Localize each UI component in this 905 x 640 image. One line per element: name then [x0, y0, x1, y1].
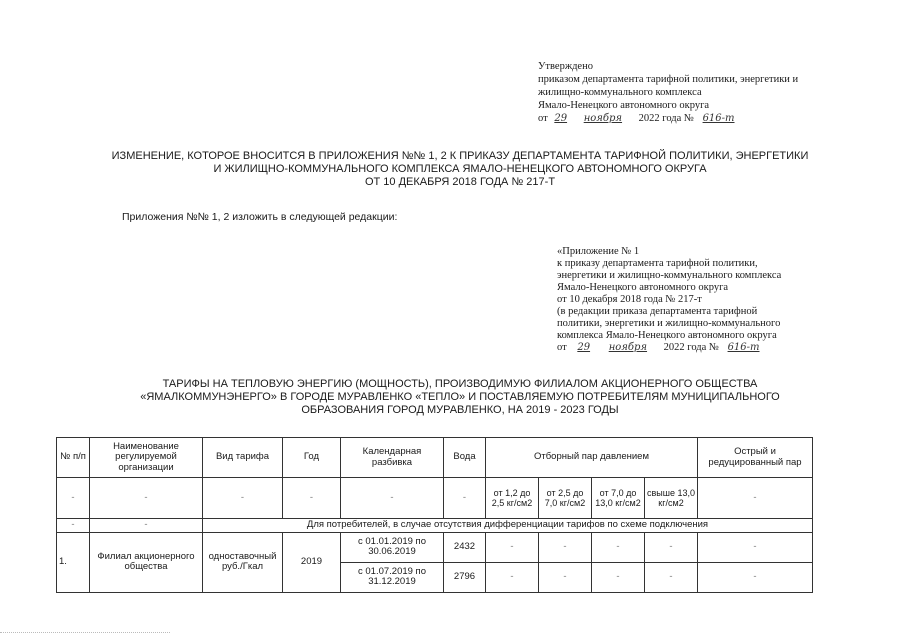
row-period-1: с 01.01.2019 по 30.06.2019 [341, 532, 444, 562]
approval-date [538, 112, 888, 125]
dash-cell: - [486, 532, 539, 562]
change-title [30, 150, 890, 189]
dash-cell: - [444, 478, 486, 519]
dash-cell: - [486, 562, 539, 592]
steam-pressure-4: свыше 13,0 кг/см2 [645, 478, 698, 519]
approval-date-year: 2022 года № [638, 113, 694, 124]
table-note-row [57, 519, 813, 533]
header-org: Наименование регулируемой организации [90, 438, 203, 478]
table-row [57, 532, 813, 562]
row-tariff-type: одноставочный руб./Гкал [203, 532, 283, 592]
steam-pressure-1: от 1,2 до 2,5 кг/см2 [486, 478, 539, 519]
table-header-row [57, 438, 813, 478]
row-value-1: 2432 [444, 532, 486, 562]
approval-date-number: 616-т [702, 113, 735, 124]
appendix-line-7: политики, энергетики и жилищно-коммунального [557, 318, 781, 329]
dash-cell: - [90, 519, 203, 533]
appendix-line-3: энергетики и жилищно-коммунального комплекса [557, 270, 782, 281]
dash-cell: - [539, 532, 592, 562]
header-steam: Отборный пар давлением [486, 438, 698, 478]
appendix-line-1: «Приложение № 1 [557, 246, 640, 257]
tariff-title-line-3: ОБРАЗОВАНИЯ ГОРОД МУРАВЛЕНКО, НА 2019 - 2023 ГОДЫ [301, 404, 619, 416]
appendix-date-day: 29 [577, 342, 591, 353]
approval-date-prefix: от [538, 113, 548, 124]
appendix-date-year: 2022 года № [663, 342, 719, 353]
dash-cell: - [592, 532, 645, 562]
table-note: Для потребителей, в случае отсутствия дифференциации тарифов по схеме подключения [203, 519, 813, 533]
intro-text: Приложения №№ 1, 2 изложить в следующей редакции: [122, 211, 398, 223]
header-period: Календарная разбивка [341, 438, 444, 478]
dash-cell: - [592, 562, 645, 592]
tariff-title-line-2: «ЯМАЛКОММУНЭНЕРГО» В ГОРОДЕ МУРАВЛЕНКО «ТЕПЛО» И ПОСТАВЛЯЕМУЮ ПОТРЕБИТЕЛЯМ МУНИЦИПАЛЬНОГО [140, 391, 780, 403]
dash-cell: - [57, 519, 90, 533]
dash-cell: - [539, 562, 592, 592]
dash-cell: - [57, 478, 90, 519]
dash-cell: - [645, 532, 698, 562]
steam-pressure-3: от 7,0 до 13,0 кг/см2 [592, 478, 645, 519]
row-value-2: 2796 [444, 562, 486, 592]
appendix-header [557, 246, 892, 354]
approval-line-2: жилищно-коммунального комплекса [538, 87, 702, 98]
dash-cell: - [341, 478, 444, 519]
approval-title: Утверждено [538, 61, 593, 72]
appendix-line-2: к приказу департамента тарифной политики, [557, 258, 758, 269]
appendix-line-5: от 10 декабря 2018 года № 217-т [557, 294, 702, 305]
steam-pressure-2: от 2,5 до 7,0 кг/см2 [539, 478, 592, 519]
approval-date-day: 29 [554, 113, 568, 124]
row-num: 1. [57, 532, 90, 592]
appendix-line-6: (в редакции приказа департамента тарифной [557, 306, 758, 317]
appendix-line-8: комплекса Ямало-Ненецкого автономного округа [557, 330, 777, 341]
change-title-line-3: ОТ 10 ДЕКАБРЯ 2018 ГОДА № 217-Т [364, 176, 556, 188]
table-subheader-row [57, 478, 813, 519]
approval-line-3: Ямало-Ненецкого автономного округа [538, 100, 710, 111]
dash-cell: - [90, 478, 203, 519]
header-water: Вода [444, 438, 486, 478]
appendix-line-4: Ямало-Ненецкого автономного округа [557, 282, 729, 293]
dash-cell: - [698, 532, 813, 562]
tariff-title [30, 378, 890, 417]
appendix-date-prefix: от [557, 342, 567, 353]
header-year: Год [283, 438, 341, 478]
dash-cell: - [698, 562, 813, 592]
footer-divider [0, 632, 170, 633]
approval-line-1: приказом департамента тарифной политики, энергетики и [538, 74, 799, 85]
approval-stamp [538, 60, 888, 125]
row-year: 2019 [283, 532, 341, 592]
tariff-table [56, 437, 813, 593]
appendix-date [557, 342, 892, 354]
approval-date-month: ноября [583, 113, 623, 124]
change-title-line-1: ИЗМЕНЕНИЕ, КОТОРОЕ ВНОСИТСЯ В ПРИЛОЖЕНИЯ №№ 1, 2 К ПРИКАЗУ ДЕПАРТАМЕНТА ТАРИФНОЙ ПОЛИТИКИ, ЭНЕРГЕТИКИ [111, 150, 809, 162]
appendix-date-number: 616-т [727, 342, 760, 353]
dash-cell: - [698, 478, 813, 519]
dash-cell: - [283, 478, 341, 519]
header-tariff-type: Вид тарифа [203, 438, 283, 478]
dash-cell: - [203, 478, 283, 519]
row-period-2: с 01.07.2019 по 31.12.2019 [341, 562, 444, 592]
header-sharp-steam: Острый и редуцированный пар [698, 438, 813, 478]
appendix-date-month: ноября [608, 342, 648, 353]
dash-cell: - [645, 562, 698, 592]
change-title-line-2: И ЖИЛИЩНО-КОММУНАЛЬНОГО КОМПЛЕКСА ЯМАЛО-НЕНЕЦКОГО АВТОНОМНОГО ОКРУГА [213, 163, 707, 175]
header-num: № п/п [57, 438, 90, 478]
tariff-title-line-1: ТАРИФЫ НА ТЕПЛОВУЮ ЭНЕРГИЮ (МОЩНОСТЬ), ПРОИЗВОДИМУЮ ФИЛИАЛОМ АКЦИОНЕРНОГО ОБЩЕСТВА [162, 378, 758, 390]
row-org: Филиал акционерного общества [90, 532, 203, 592]
